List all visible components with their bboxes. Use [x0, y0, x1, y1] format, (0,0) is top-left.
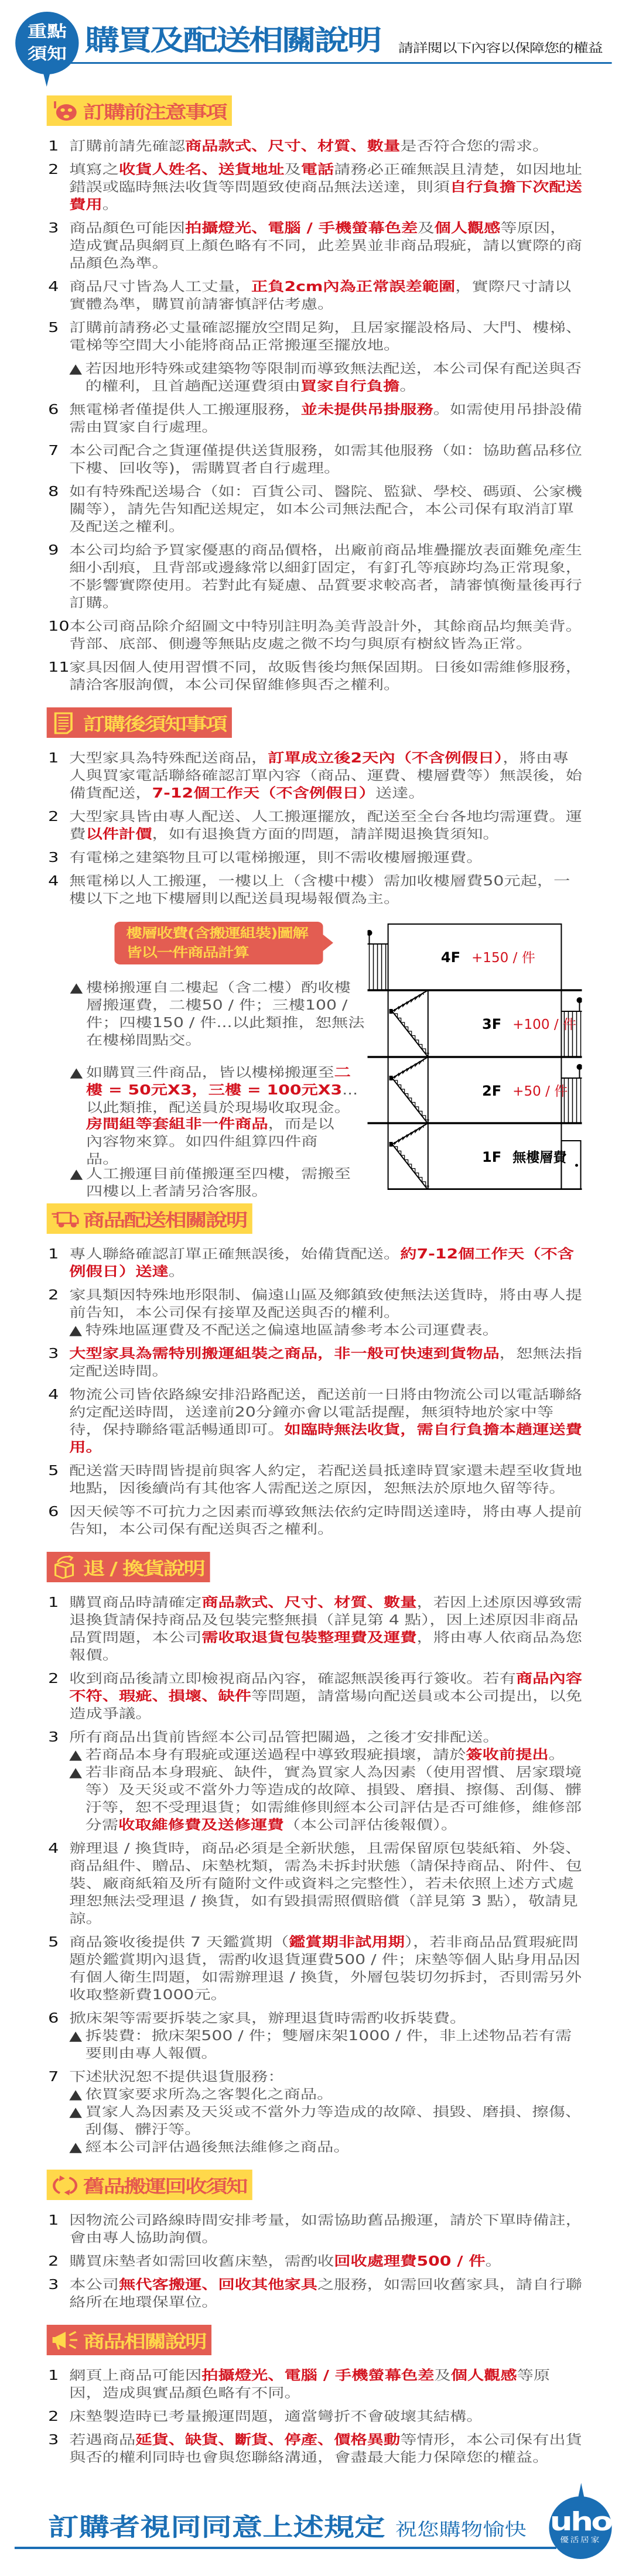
- item-number: 1: [48, 1247, 59, 1262]
- body-text: 訂購前請務必丈量確認擺放空間足夠，且居家擺設格局、大門、樓梯、電梯等空間大小能將商品正常搬運至擺放地。: [69, 320, 582, 353]
- body-text: 無電梯以人工搬運，一樓以上（含樓中樓）需加收樓層費50元起，一樓以下之地下樓層則以配送員現場報價為主。: [69, 874, 570, 906]
- emphasis-text: 自行負擔下次配送費用: [69, 180, 582, 213]
- section-header-wrap: [47, 2170, 622, 2200]
- emphasis-text: 以件計價: [86, 827, 152, 842]
- item-number: 8: [48, 484, 59, 500]
- emphasis-text: 約7-12個工作天（不含例假日）送達: [69, 1247, 574, 1280]
- megaphone-icon: [51, 2328, 83, 2352]
- sub-note: [69, 2139, 582, 2156]
- list-item: [0, 278, 583, 313]
- emphasis-text: 房間組等套組非一件商品: [86, 1117, 268, 1132]
- list-item: [0, 319, 583, 395]
- item-number: 4: [48, 874, 59, 889]
- emphasis-text: 需收取退貨包裝整理費及運費: [201, 1630, 417, 1646]
- list-item: [0, 161, 583, 214]
- list-item: [0, 659, 583, 694]
- emphasis-text: 7-12個工作天（不含例假日）: [152, 786, 375, 801]
- list-item: [0, 1345, 583, 1380]
- item-text: [69, 483, 582, 536]
- floor-fee-diagram: [0, 914, 622, 1199]
- list-item: [0, 483, 583, 536]
- item-number: 1: [48, 139, 59, 154]
- section-header-wrap: [47, 707, 622, 738]
- item-number: 9: [48, 543, 59, 558]
- header-divider: [70, 62, 612, 64]
- item-number: 3: [48, 1346, 59, 1361]
- list-item: [0, 2431, 583, 2466]
- body-text: 本公司商品除介紹圖文中特別註明為美背設計外，其餘商品均無美背。背部、底部、側邊等無貼皮處之微不均勻與原有樹紋皆為正常。: [69, 619, 582, 652]
- sub-note: [69, 1746, 582, 1764]
- body-text: 。: [548, 1747, 565, 1763]
- emphasis-text: 訂單成立後2天內（不含例假日）: [268, 751, 503, 766]
- body-text: 大型家具皆由專人配送、人工搬運擺放，配送至全台各地均需運費。運費: [69, 809, 582, 842]
- item-number: 1: [48, 1595, 59, 1610]
- item-number: 2: [48, 2254, 59, 2269]
- list-item: [0, 2068, 583, 2156]
- list-item: [0, 542, 583, 612]
- body-text: ，將由專人與買家電話聯絡確認訂單內容（商品、運費、樓層費等）無誤後，始備貨配送，: [69, 751, 582, 801]
- item-text: [69, 659, 582, 694]
- list-item: [0, 401, 583, 436]
- emphasis-text: 並未提供吊掛服務: [300, 402, 433, 418]
- emphasis-text: 正負2cm內為正常誤差範圍: [251, 279, 456, 295]
- item-text: [69, 542, 582, 612]
- list-item: [0, 138, 583, 155]
- brand-logo: [549, 2496, 612, 2559]
- item-text: [69, 278, 582, 313]
- item-text: [69, 138, 582, 155]
- body-text: 及: [418, 221, 435, 236]
- body-text: 若非商品本身瑕疵、缺件，實為買家人為因素（使用習慣、居家環境等）及天災或不當外力等造成的故障、損毀、磨損、擦傷、刮傷、髒汙等，恕不受理退貨；如需維修則經本公司評估是否可維修，維修部分需: [85, 1765, 582, 1833]
- section-header-wrap: [47, 1203, 622, 1234]
- section-header: [47, 2170, 252, 2200]
- body-text: 商品尺寸皆為人工丈量，: [69, 279, 251, 295]
- triangle-bullet-icon: ▲: [69, 2140, 83, 2155]
- sub-note: [69, 2086, 582, 2103]
- emphasis-text: 如臨時無法收貨，需自行負擔本趟運送費用。: [69, 1422, 582, 1455]
- triangle-bullet-icon: ▲: [69, 2028, 83, 2044]
- section-title: 訂購後須知事項: [83, 714, 226, 735]
- emphasis-text: 收取維修費及送修運費: [118, 1818, 284, 1833]
- body-text: ，將由專人依商品為您報價。: [69, 1630, 582, 1663]
- logo-tagline: 優活居家: [560, 2536, 601, 2544]
- alert-face-icon: [51, 99, 83, 122]
- item-number: 2: [48, 2409, 59, 2424]
- key-notice-badge: [15, 12, 78, 74]
- section-title: 舊品搬運回收須知: [83, 2177, 247, 2197]
- body-text: 本公司均給予買家優惠的商品價格，出廠前商品堆疊擺放表面難免產生細小刮痕，且背部或邊緣常以細釘固定，有釘孔等痕跡均為正常現象，不影響實際使用。若對此有疑慮、品質要求較高者，請審慎衡量後再行訂購。: [69, 543, 582, 611]
- body-text: ），若非商品品質瑕疵問題於鑑賞期內退貨，需酌收退貨運費500 / 件；床墊等個人貼身用品因有個人衛生問題，如需辦理退 / 換貨，外層包裝切勿拆封，否則需另外收取整新費1000元。: [69, 1935, 582, 2003]
- body-text: 若商品本身有瑕疵或運送過程中導致瑕疵損壞，請於: [85, 1747, 466, 1763]
- item-number: 10: [48, 619, 70, 634]
- sub-note: [69, 2027, 582, 2062]
- item-number: 7: [48, 2069, 59, 2085]
- section-header-wrap: [47, 1552, 622, 1582]
- item-text: [69, 319, 582, 354]
- item-number: 5: [48, 1463, 59, 1479]
- body-text: 特殊地區運費及不配送之偏遠地區請參考本公司運費表。: [85, 1323, 499, 1338]
- item-text: [69, 1345, 582, 1380]
- item-number: 4: [48, 279, 59, 295]
- body-text: 下述狀況恕不提供退貨服務：: [69, 2069, 285, 2085]
- body-text: 網頁上商品可能因: [69, 2368, 202, 2383]
- list-item: [0, 2276, 583, 2311]
- body-text: 之服務，如需回收舊家具，請自行聯絡所在地環保單位。: [69, 2277, 582, 2310]
- item-text: [69, 1462, 582, 1497]
- item-text: [69, 1386, 582, 1456]
- triangle-bullet-icon: ▲: [69, 1747, 83, 1763]
- item-text: [69, 1594, 582, 1664]
- body-text: ，如有退換貨方面的問題，請詳閱退換貨須知。: [152, 827, 500, 842]
- item-number: 2: [48, 1671, 59, 1686]
- badge-line-1: 重點: [27, 22, 67, 41]
- section-title: 商品相關說明: [83, 2332, 206, 2352]
- sections-container: [0, 95, 622, 2472]
- list-item: [0, 1840, 583, 1928]
- building-illustration: [367, 923, 582, 1190]
- list-item: [0, 1287, 583, 1339]
- diagram-note: [70, 979, 366, 1049]
- item-number: 3: [48, 221, 59, 236]
- item-text: [69, 2253, 582, 2270]
- section-header: [47, 1203, 252, 1234]
- body-text: 床墊製造時已考量搬運問題，適當彎折不會破壞其結構。: [69, 2409, 483, 2424]
- body-text: 物流公司皆依路線安排沿路配送，配送前一日將由物流公司以電話聯絡約定配送時間，送達前20分鐘亦會以電話提醒，無須特地於家中等待，保持聯絡電話暢通即可。: [69, 1387, 582, 1438]
- diagram-note: [70, 1116, 350, 1168]
- body-text: 樓梯搬運自二樓起（含二樓）酌收樓層搬運費，二樓50 / 件；三樓100 / 件；四樓150 / 件...以此類推，恕無法在樓梯間點交。: [86, 980, 365, 1048]
- body-text: 若遇商品: [69, 2433, 136, 2448]
- emphasis-text: 大型家具為需特別搬運組裝之商品，非一般可快速到貨物品: [69, 1346, 500, 1361]
- emphasis-text: 商品款式、尺寸、材質、數量: [201, 1595, 417, 1610]
- sub-note: [69, 1322, 582, 1339]
- body-text: ，而是以內容物來算。如四件組算四件商品。: [86, 1117, 334, 1167]
- item-text: [69, 1287, 582, 1322]
- body-text: 有電梯之建築物且可以電梯搬運，則不需收樓層搬運費。: [69, 850, 483, 865]
- item-number: 11: [48, 660, 70, 675]
- body-text: 。: [399, 379, 416, 394]
- triangle-bullet-icon: ▲: [70, 1166, 83, 1182]
- body-text: ，若因上述原因導致需退換貨請保持商品及包裝完整無損（詳見第 4 點），因上述原因非商品品質問題，本公司: [69, 1595, 582, 1646]
- diagram-note: [70, 1165, 366, 1200]
- item-number: 6: [48, 402, 59, 418]
- item-number: 7: [48, 443, 59, 459]
- emphasis-text: 電話: [300, 162, 334, 177]
- body-text: 人工搬運目前僅搬運至四樓，需搬至四樓以上者請另洽客服。: [86, 1166, 351, 1199]
- item-number: 5: [48, 320, 59, 336]
- body-text: 商品顏色可能因: [69, 221, 186, 236]
- body-text: 購買床墊者如需回收舊床墊，需酌收: [69, 2254, 334, 2269]
- list-item: [0, 618, 583, 653]
- body-text: 等原因，造成與實品顏色略有不同。: [69, 2368, 551, 2401]
- list-item: [0, 2010, 583, 2062]
- section-header: [47, 1552, 210, 1582]
- body-text: 因天候等不可抗力之因素而導致無法依約定時間送達時，將由專人提前告知，本公司保有配送與否之權利。: [69, 1504, 582, 1537]
- item-number: 3: [48, 850, 59, 865]
- section-header-wrap: [47, 95, 622, 126]
- body-text: 。如需使用吊掛設備需由買家自行處理。: [69, 402, 582, 435]
- item-text: [69, 161, 582, 214]
- item-number: 1: [48, 2368, 59, 2383]
- body-text: 本公司: [69, 2277, 119, 2293]
- list-item: [0, 1386, 583, 1456]
- floor-fee: +50 / 件: [512, 1084, 568, 1099]
- list-item: [0, 1729, 583, 1834]
- triangle-bullet-icon: ▲: [69, 2087, 83, 2102]
- section-header: [47, 707, 232, 738]
- list-item: [0, 1594, 583, 1664]
- item-text: [69, 2212, 582, 2247]
- triangle-bullet-icon: ▲: [70, 980, 83, 995]
- item-text: [69, 2276, 582, 2311]
- item-number: 6: [48, 1504, 59, 1520]
- body-text: 。: [168, 1264, 186, 1280]
- footer-title: 訂購者視同同意上述規定: [48, 2513, 385, 2541]
- sub-note: [69, 360, 582, 395]
- list-item: [0, 849, 583, 867]
- sub-note: [69, 1764, 582, 1834]
- list-item: [0, 1934, 583, 2004]
- emphasis-text: 個人觀感: [450, 2368, 517, 2383]
- item-text: [69, 220, 582, 272]
- body-text: 及: [434, 2368, 451, 2383]
- body-text: 辦理退 / 換貨時，商品必須是全新狀態，且需保留原包裝紙箱、外袋、商品組件、贈品、床墊枕類，需為未拆封狀態（請保持商品、附件、包裝、廠商紙箱及所有隨附文件或資料之完整性），若未依照上述方式處理恕無法受理退 / 換貨，如有毀損需照價賠償（詳見第 3 點），敬請見諒。: [69, 1841, 582, 1927]
- badge-tail: [42, 69, 51, 87]
- emphasis-text: 買家自行負擔: [300, 379, 400, 394]
- body-text: ...以此類推，配送員於現場收取現金。: [86, 1083, 358, 1116]
- section-title: 商品配送相關說明: [83, 1210, 247, 1231]
- floor-label: 3F: [482, 1016, 502, 1032]
- body-text: 本公司配合之貨運僅提供送貨服務，如需其他服務（如：協助舊品移位下樓、回收等)，需購買者自行處理。: [69, 443, 582, 476]
- item-number: 3: [48, 2433, 59, 2448]
- page-title: 購買及配送相關說明: [84, 24, 380, 57]
- callout-line: 皆以一件商品計算: [126, 946, 249, 960]
- item-number: 2: [48, 809, 59, 825]
- body-text: 填寫之: [69, 162, 119, 177]
- body-text: 等問題，請當場向配送員或本公司提出，以免造成爭議。: [69, 1689, 582, 1722]
- body-text: 是否符合您的需求。: [400, 139, 549, 154]
- emphasis-text: 個人觀感: [434, 221, 501, 236]
- body-text: 無電梯者僅提供人工搬運服務，: [69, 402, 301, 418]
- body-text: 家具因個人使用習慣不同，故販售後均無保固期。日後如需維修服務，請洽客服詢價，本公司保留維修與否之權利。: [69, 660, 582, 693]
- emphasis-text: 收貨人姓名、送貨地址: [119, 162, 285, 177]
- item-text: [69, 1934, 582, 2004]
- body-text: ，恕無法指定配送時間。: [69, 1346, 582, 1379]
- item-text: [69, 1670, 582, 1723]
- body-text: 若因地形特殊或建築物等限制而導致無法配送，本公司保有配送與否的權利，且首趟配送運費須由: [85, 361, 582, 394]
- list-item: [0, 442, 583, 477]
- emphasis-text: 二樓 = 50元X3，三樓 = 100元X3: [86, 1065, 351, 1098]
- floor-label: 1F: [482, 1149, 502, 1165]
- item-text: [69, 750, 582, 802]
- emphasis-text: 鑑賞期非試用期: [289, 1935, 405, 1950]
- list-item: [0, 1503, 583, 1538]
- body-text: 如有特殊配送場合（如：百貨公司、醫院、監獄、學校、碼頭、公家機關等），請先告知配送規定，如本公司無法配合，本公司保有取消訂單及配送之權利。: [69, 484, 582, 535]
- emphasis-text: 商品款式、尺寸、材質、數量: [185, 139, 401, 154]
- item-text: [69, 873, 582, 908]
- floor-fee: +100 / 件: [512, 1017, 576, 1032]
- item-text: [69, 1729, 582, 1746]
- sub-note: [69, 2103, 582, 2139]
- body-text: 掀床架等需要拆裝之家具，辦理退貨時需酌收拆裝費。: [69, 2011, 467, 2026]
- item-number: 2: [48, 1288, 59, 1303]
- return-box-icon: [51, 1555, 83, 1579]
- item-text: [69, 2408, 582, 2426]
- body-text: 大型家具為特殊配送商品，: [69, 751, 268, 766]
- body-text: 家具類因特殊地形限制、偏遠山區及鄉鎮致使無法送貨時，將由專人提前告知，本公司保有接單及配送與否的權利。: [69, 1288, 582, 1321]
- body-text: 如購買三件商品，皆以樓梯搬運至: [86, 1065, 334, 1080]
- body-text: 。: [485, 2254, 502, 2269]
- body-text: （本公司評估後報價）。: [283, 1818, 458, 1833]
- emphasis-text: 無代客搬運、回收其他家具: [119, 2277, 317, 2293]
- floor-fee: 無樓層費: [512, 1150, 567, 1165]
- section-header: [47, 95, 232, 126]
- body-text: 收到商品後請立即檢視商品內容，確認無誤後再行簽收。若有: [69, 1671, 516, 1686]
- emphasis-text: 商品內容不符、瑕疵、損壞、缺件: [69, 1671, 582, 1704]
- list-item: [0, 808, 583, 843]
- item-text: [69, 2367, 582, 2402]
- badge-line-2: 須知: [27, 45, 67, 63]
- section-header: [47, 2325, 211, 2355]
- item-text: [69, 2068, 582, 2086]
- list-item: [0, 2253, 583, 2270]
- item-number: 4: [48, 1841, 59, 1856]
- list-item: [0, 2212, 583, 2247]
- body-text: 等原因，造成實品與網頁上顏色略有不同，此差異並非商品瑕疵，請以實際的商品顏色為準。: [69, 221, 582, 271]
- item-number: 3: [48, 1730, 59, 1745]
- logo-wordmark: uho: [549, 2507, 611, 2537]
- diagram-callout: [114, 922, 323, 964]
- body-text: 專人聯絡確認訂單正確無誤後，始備貨配送。: [69, 1247, 401, 1262]
- body-text: 等情形，本公司保有出貨與否的權利同時也會與您聯絡溝通，會盡最大能力保障您的權益。: [69, 2433, 582, 2465]
- emphasis-text: 拍攝燈光、電腦 / 手機螢幕色差: [201, 2368, 435, 2383]
- list-item: [0, 2367, 583, 2402]
- body-text: 拆裝費：掀床架500 / 件；雙層床架1000 / 件，非上述物品若有需要則由專人報價。: [85, 2028, 572, 2061]
- item-text: [69, 2431, 582, 2466]
- body-text: 訂購前請先確認: [69, 139, 186, 154]
- item-text: [69, 1840, 582, 1928]
- body-text: 因物流公司路線時間安排考量，如需協助舊品搬運，請於下單時備註，會由專人協助詢價。: [69, 2213, 582, 2246]
- body-text: 。: [102, 197, 119, 213]
- emphasis-text: 延貨、缺貨、斷貨、停產、價格異動: [135, 2433, 401, 2448]
- floor-label: 2F: [482, 1083, 502, 1099]
- section-header-wrap: [47, 2325, 622, 2355]
- item-number: 2: [48, 162, 59, 177]
- item-text: [69, 849, 582, 867]
- body-text: 買家人為因素及天災或不當外力等造成的故障、損毀、磨損、擦傷、刮傷、髒汙等。: [85, 2105, 582, 2137]
- item-text: [69, 2010, 582, 2027]
- list-item: [0, 220, 583, 272]
- list-item: [0, 1670, 583, 1723]
- item-text: [69, 1503, 582, 1538]
- emphasis-text: 回收處理費500 / 件: [334, 2254, 486, 2269]
- body-text: 經本公司評估過後無法維修之商品。: [85, 2140, 350, 2155]
- section-title: 退 / 換貨說明: [83, 1559, 204, 1579]
- item-number: 1: [48, 2213, 59, 2228]
- callout-line: 樓層收費(含搬運組裝)圖解: [126, 926, 308, 941]
- callout-pointer: [323, 935, 333, 951]
- page-subtitle: 請詳閱以下內容以保障您的權益: [398, 41, 603, 55]
- triangle-bullet-icon: ▲: [69, 1323, 83, 1338]
- item-number: 3: [48, 2277, 59, 2293]
- body-text: 依買家要求所為之客製化之商品。: [85, 2087, 334, 2102]
- footer-divider: [15, 2547, 556, 2549]
- body-text: 所有商品出貨前皆經本公司品管把關過，之後才安排配送。: [69, 1730, 500, 1745]
- item-text: [69, 808, 582, 843]
- section-title: 訂購前注意事項: [83, 102, 226, 123]
- item-text: [69, 442, 582, 477]
- emphasis-text: 拍攝燈光、電腦 / 手機螢幕色差: [185, 221, 418, 236]
- body-text: 送達。: [375, 786, 425, 801]
- item-number: 6: [48, 2011, 59, 2026]
- triangle-bullet-icon: ▲: [69, 1765, 83, 1780]
- item-number: 4: [48, 1387, 59, 1402]
- list-item: [0, 1462, 583, 1497]
- list-item: [0, 1246, 583, 1281]
- triangle-bullet-icon: ▲: [69, 361, 83, 377]
- emphasis-text: 簽收前提出: [466, 1747, 549, 1763]
- diagram-note: [70, 1064, 366, 1117]
- body-text: 配送當天時間皆提前與客人約定，若配送員抵達時買家還未趕至收貨地地點，因後續尚有其他客人需配送之原因，恕無法於原地久留等待。: [69, 1463, 582, 1496]
- footer-subtitle: 祝您購物愉快: [395, 2520, 527, 2540]
- floor-fee: +150 / 件: [471, 950, 535, 966]
- item-text: [69, 1246, 582, 1281]
- body-text: 購買商品時請確定: [69, 1595, 202, 1610]
- document-icon: [51, 711, 83, 734]
- item-text: [69, 401, 582, 436]
- recycle-icon: [51, 2173, 83, 2197]
- item-number: 5: [48, 1935, 59, 1950]
- body-text: 及: [284, 162, 301, 177]
- body-text: 請務必正確無誤且清楚，如因地址錯誤或臨時無法收貨等問題致使商品無法送達，則須: [69, 162, 582, 195]
- body-text: 商品簽收後提供 7 天鑑賞期（: [69, 1935, 289, 1950]
- item-number: 1: [48, 751, 59, 766]
- floor-label: 4F: [440, 949, 461, 966]
- body-text: ，實際尺寸請以實體為準，購買前請審慎評估考慮。: [69, 279, 572, 312]
- triangle-bullet-icon: ▲: [69, 2105, 83, 2120]
- item-text: [69, 618, 582, 653]
- truck-icon: [51, 1207, 83, 1230]
- triangle-bullet-icon: ▲: [70, 1065, 83, 1080]
- list-item: [0, 750, 583, 802]
- list-item: [0, 2408, 583, 2426]
- list-item: [0, 873, 583, 908]
